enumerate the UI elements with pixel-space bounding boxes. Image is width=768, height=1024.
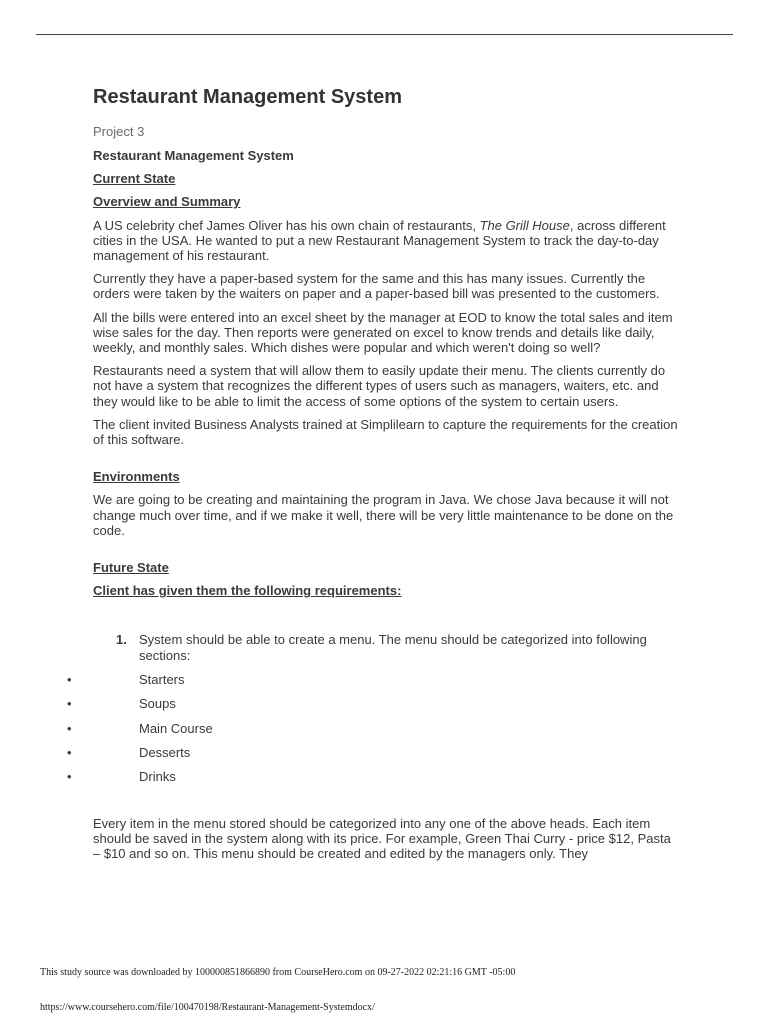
paragraph-client: The client invited Business Analysts trained at Simplilearn to capture the requirements for the creation of this software. <box>93 416 678 448</box>
bullet-icon: • <box>67 696 72 712</box>
paragraph-needs: Restaurants need a system that will allow them to easily update their menu. The clients currently do not have a system that recognizes the different types of users such as managers, waiters, etc. and they would like to be able to limit the access of some options of the system to certain users. <box>93 363 666 409</box>
intro-text-end: , across different cities in the USA. He wanted to put a new Restaurant Management System to track the day-to-day management of his restaurant. <box>93 217 666 264</box>
intro-text-start: A US celebrity chef James Oliver has his own chain of restaurants, <box>93 217 480 233</box>
requirements-list <box>93 632 678 662</box>
menu-section-label: Drinks <box>139 769 176 785</box>
paragraph-intro <box>93 218 678 264</box>
bullet-icon: • <box>67 671 72 687</box>
future-state-heading: Future State <box>93 560 169 576</box>
paragraph-menu-items: Every item in the menu stored should be categorized into any one of the above heads. Each item should be saved in the system along with its price. For example, Green Thai Curry - price $12, Pasta – $10 and so on. This menu should be created and edited by the managers only. They <box>93 815 671 862</box>
overview-heading: Overview and Summary <box>93 194 241 210</box>
current-state-heading: Current State <box>93 171 176 187</box>
menu-section-label: Main Course <box>139 720 213 736</box>
list-item <box>67 745 678 761</box>
spacer <box>93 455 678 469</box>
top-divider <box>36 34 733 35</box>
paragraph-environments: We are going to be creating and maintaining the program in Java. We chose Java because it will not change much over time, and if we make it well, there will be very little maintenance to be done on the code. <box>93 492 674 538</box>
bullet-icon: • <box>67 720 72 736</box>
menu-section-label: Desserts <box>139 745 191 761</box>
spacer <box>93 606 678 632</box>
document-body <box>67 84 678 869</box>
list-item <box>67 769 678 785</box>
list-item <box>67 671 678 687</box>
doc-heading: Restaurant Management System <box>93 148 294 163</box>
list-item <box>67 696 678 712</box>
menu-sections-list <box>67 671 678 785</box>
environments-heading: Environments <box>93 469 180 485</box>
page-title: Restaurant Management System <box>93 86 402 108</box>
project-label: Project 3 <box>93 124 145 139</box>
restaurant-name: The Grill House <box>479 217 570 233</box>
download-notice: This study source was downloaded by 100000851866890 from CourseHero.com on 09-27-2022 02:21:16 GMT -05:00 <box>40 967 516 978</box>
paragraph-current-system: Currently they have a paper-based system for the same and this has many issues. Currently the orders were taken by the waiters on paper and a paper-based bill was presented to the customers. <box>93 271 660 302</box>
source-url[interactable]: https://www.coursehero.com/file/100470198/Restaurant-Management-Systemdocx/ <box>40 1002 375 1013</box>
bullet-icon: • <box>67 745 72 761</box>
requirement-item <box>93 632 678 662</box>
menu-section-label: Soups <box>139 696 176 712</box>
paragraph-bills: All the bills were entered into an excel sheet by the manager at EOD to know the total sales and item wise sales for the day. Then reports were generated on excel to know trends and details like daily, weekly, and monthly sales. Which dishes were popular and which weren't doing so well? <box>93 309 673 356</box>
requirements-heading: Client has given them the following requirements: <box>93 583 402 599</box>
spacer <box>93 546 678 560</box>
spacer <box>93 794 678 816</box>
bullet-icon: • <box>67 769 72 785</box>
requirement-text: System should be able to create a menu. The menu should be categorized into following sections: <box>139 632 647 663</box>
menu-section-label: Starters <box>139 671 185 687</box>
requirement-number: 1. <box>116 632 127 648</box>
list-item <box>67 720 678 736</box>
